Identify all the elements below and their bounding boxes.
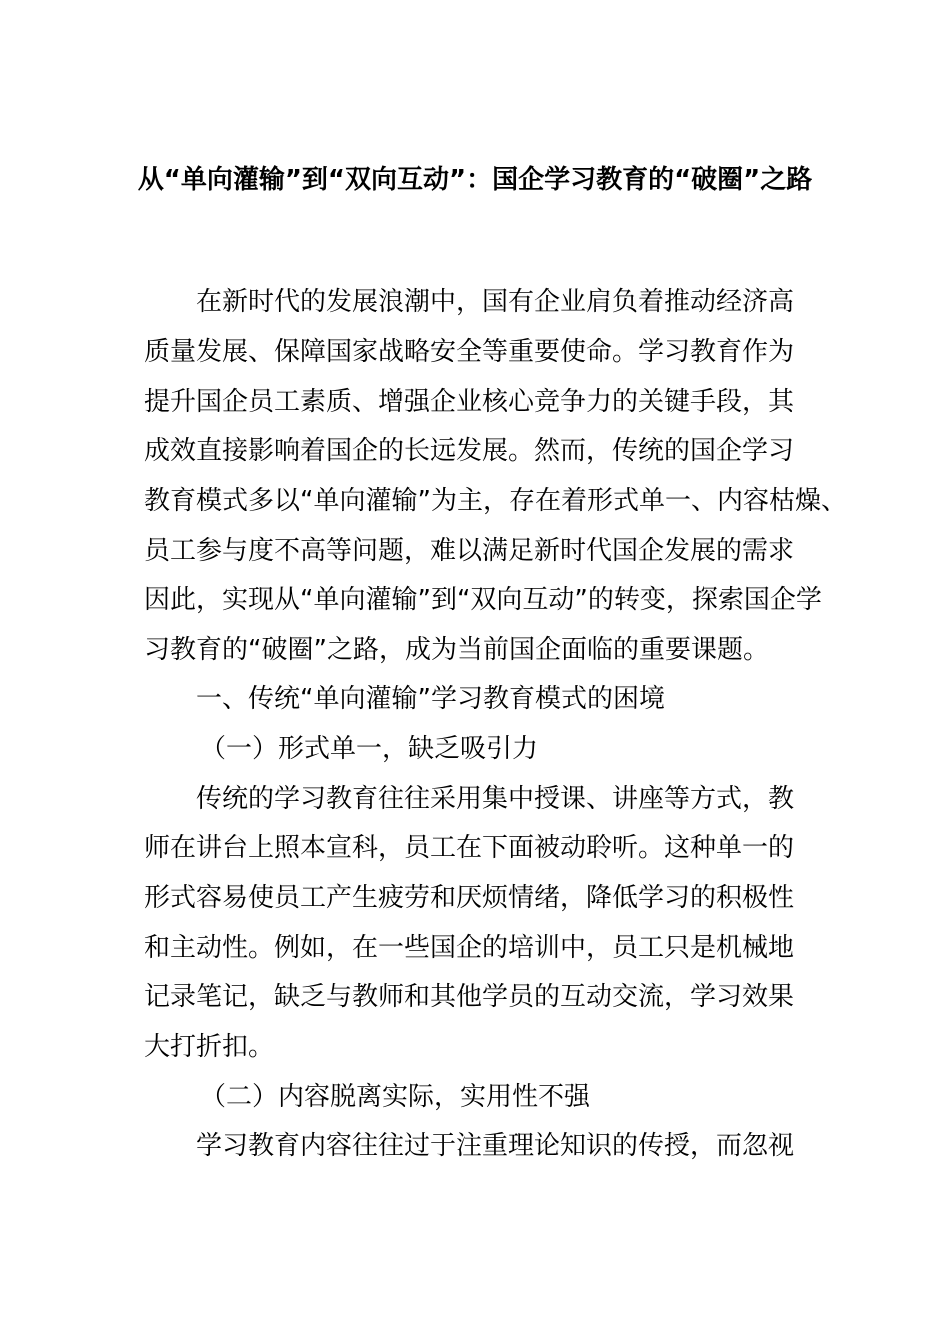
paragraph-line: 习教育的“破圈”之路，成为当前国企面临的重要课题。	[144, 635, 769, 665]
document-title: 从“单向灌输”到“双向互动”：国企学习教育的“破圈”之路	[137, 165, 813, 195]
subsection-heading: （二）内容脱离实际，实用性不强	[200, 1082, 591, 1112]
paragraph-line: 教育模式多以“单向灌输”为主，存在着形式单一、内容枯燥、	[144, 486, 847, 516]
paragraph-line: 提升国企员工素质、增强企业核心竞争力的关键手段，其	[144, 387, 795, 417]
paragraph-line: 和主动性。例如，在一些国企的培训中，员工只是机械地	[144, 933, 795, 963]
paragraph-line: 员工参与度不高等问题，难以满足新时代国企发展的需求	[144, 536, 795, 566]
subsection-heading: （一）形式单一，缺乏吸引力	[200, 734, 539, 764]
paragraph-line: 记录笔记，缺乏与教师和其他学员的互动交流，学习效果	[144, 982, 795, 1012]
paragraph-line: 在新时代的发展浪潮中，国有企业肩负着推动经济高	[196, 287, 795, 317]
paragraph-line: 传统的学习教育往往采用集中授课、讲座等方式，教	[196, 784, 795, 814]
section-heading: 一、传统“单向灌输”学习教育模式的困境	[196, 684, 665, 714]
paragraph-line: 学习教育内容往往过于注重理论知识的传授，而忽视	[196, 1131, 795, 1161]
paragraph-line: 师在讲台上照本宣科，员工在下面被动聆听。这种单一的	[144, 833, 795, 863]
paragraph-line: 质量发展、保障国家战略安全等重要使命。学习教育作为	[144, 337, 795, 367]
paragraph-line: 成效直接影响着国企的长远发展。然而，传统的国企学习	[144, 436, 795, 466]
paragraph-line: 大打折扣。	[144, 1032, 275, 1062]
paragraph-line: 形式容易使员工产生疲劳和厌烦情绪，降低学习的积极性	[144, 883, 795, 913]
paragraph-line: 因此，实现从“单向灌输”到“双向互动”的转变，探索国企学	[144, 585, 822, 615]
